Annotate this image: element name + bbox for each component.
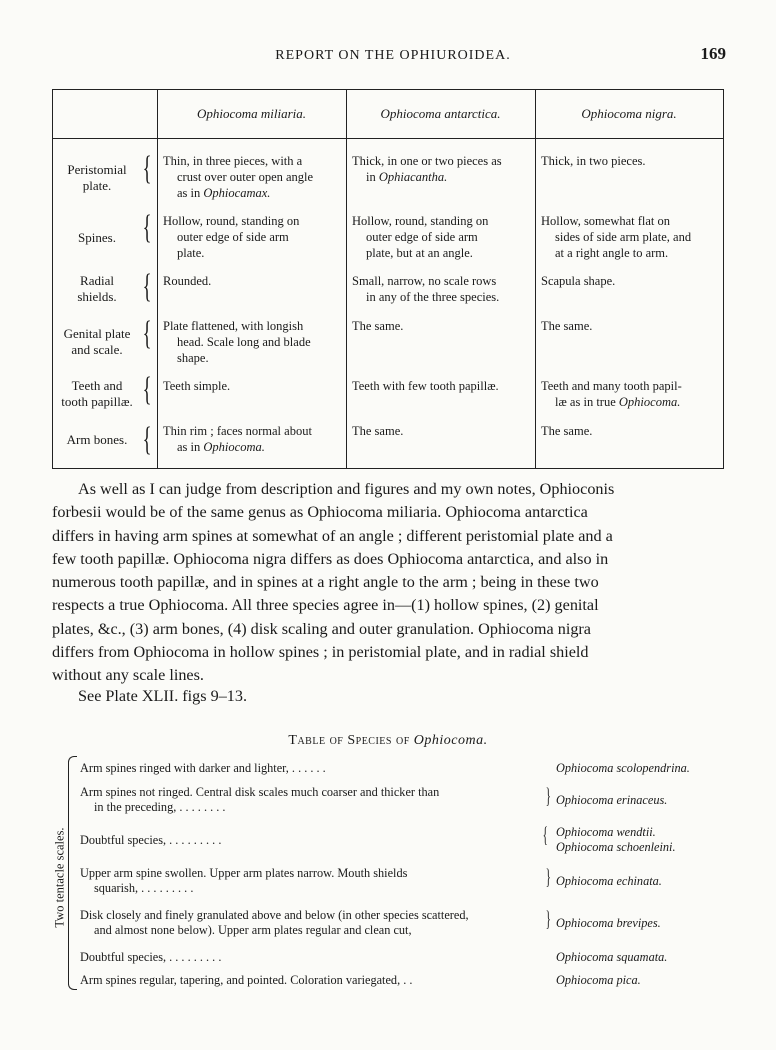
species-name: Ophiocoma pica. (556, 973, 641, 987)
paragraph-line: As well as I can judge from description and figures and my own notes, Ophioconis (78, 480, 615, 498)
cell-line: as in Ophiocamax. (177, 186, 271, 200)
cell-nigra-spines (541, 213, 721, 261)
species-name: Ophiocoma squamata. (556, 950, 668, 964)
paragraph-line: differs in having arm spines at somewhat of an angle ; different peristomial plate and a (52, 526, 613, 545)
row-label-line: Radial (80, 273, 114, 288)
paragraph-line: without any scale lines. (52, 666, 204, 685)
table-row (80, 761, 550, 776)
cell-line: The same. (352, 424, 404, 438)
table-row (80, 973, 550, 988)
cell-line: as in Ophiocoma. (177, 440, 265, 454)
cell-line: Thin rim ; faces normal about (163, 424, 312, 438)
cell-line: Scapula shape. (541, 274, 616, 288)
paragraph-line: numerous tooth papillæ, and in spines at a right angle to the arm ; being in these two (52, 573, 599, 592)
brace: } (545, 864, 551, 889)
column-divider (157, 90, 158, 468)
page-number: 169 (700, 44, 726, 63)
species-name: Ophiocoma erinaceus. (556, 793, 668, 807)
row-text: Doubtful species, . . . . . . . . . (80, 833, 222, 847)
paragraph-line: forbesii would be of the same genus as Ophiocoma miliaria. Ophiocoma antarctica (52, 503, 588, 522)
side-label (50, 820, 70, 940)
row-label-line: Teeth and (71, 378, 123, 393)
brace: { (142, 150, 152, 187)
row-text: Upper arm spine swollen. Upper arm plates narrow. Mouth shields (80, 866, 408, 880)
row-text: Arm spines ringed with darker and lighter, . . . . . . (80, 761, 326, 775)
row-label-teeth (53, 378, 141, 410)
cell-nigra-genital (541, 318, 721, 334)
side-label-text: Two tentacle scales. (52, 827, 67, 928)
cell-line: The same. (541, 424, 593, 438)
cell-antarctica-genital (352, 318, 532, 334)
group-brace (68, 756, 77, 990)
column-header-miliaria: Ophiocoma miliaria. (196, 106, 307, 121)
row-label-line: Genital plate (63, 326, 131, 341)
cell-line: læ as in true Ophiocoma. (555, 395, 681, 409)
cell-line: Hollow, somewhat flat on (541, 214, 671, 228)
cell-miliaria-teeth (163, 378, 343, 394)
cell-miliaria-genital (163, 318, 343, 366)
cell-nigra-peristomial (541, 153, 721, 169)
row-text: Disk closely and finely granulated above and below (in other species scattered, (80, 908, 469, 922)
table-row (80, 866, 550, 896)
paragraph-line: respects a true Ophiocoma. All three species agree in—(1) hollow spines, (2) genital (52, 596, 599, 615)
brace: { (142, 421, 152, 458)
brace: { (142, 315, 152, 352)
cell-line: Thick, in one or two pieces as (352, 154, 502, 168)
row-label-arm-bones (53, 432, 141, 448)
row-label-line: shields. (77, 289, 117, 304)
cell-line: outer edge of side arm (177, 230, 289, 244)
paragraph-line: plates, &c., (3) arm bones, (4) disk scaling and outer granulation. Ophiocoma nigra (52, 619, 591, 638)
cell-line: in Ophiacantha. (366, 170, 448, 184)
cell-line: Hollow, round, standing on (163, 214, 300, 228)
species-table-title (0, 733, 776, 749)
cell-antarctica-spines (352, 213, 532, 261)
table-row (80, 833, 550, 848)
cell-line: in any of the three species. (366, 290, 500, 304)
row-label-radial (53, 273, 141, 305)
brace: { (142, 268, 152, 305)
cell-line: Small, narrow, no scale rows (352, 274, 497, 288)
body-paragraph (52, 478, 724, 688)
cell-miliaria-spines (163, 213, 343, 261)
cell-line: Teeth with few tooth papillæ. (352, 379, 499, 393)
cell-line: Hollow, round, standing on (352, 214, 489, 228)
cell-nigra-arm-bones (541, 423, 721, 439)
row-label-line: Spines. (78, 230, 116, 245)
paragraph-line: few tooth papillæ. Ophiocoma nigra differs as does Ophiocoma antarctica, and also in (52, 549, 609, 568)
row-text: Arm spines regular, tapering, and pointed. Coloration variegated, . . (80, 973, 413, 987)
cell-line: crust over outer open angle (177, 170, 314, 184)
species-name: Ophiocoma scolopendrina. (556, 761, 690, 775)
column-header-nigra: Ophiocoma nigra. (581, 106, 677, 121)
cell-line: shape. (177, 351, 209, 365)
title-genus: Ophiocoma. (413, 733, 488, 748)
running-title: REPORT ON THE OPHIUROIDEA. (275, 48, 511, 63)
comparison-table (52, 89, 724, 469)
row-label-genital (53, 326, 141, 358)
species-name: Ophiocoma wendtii. (556, 825, 656, 839)
row-text: Doubtful species, . . . . . . . . . (80, 950, 222, 964)
cell-line: at a right angle to arm. (555, 246, 669, 260)
row-label-peristomial (53, 162, 141, 194)
cell-line: head. Scale long and blade (177, 335, 311, 349)
cell-line: Rounded. (163, 274, 212, 288)
cell-line: Thick, in two pieces. (541, 154, 646, 168)
cell-antarctica-teeth (352, 378, 532, 394)
plate-reference: See Plate XLII. figs 9–13. (78, 687, 248, 705)
paragraph-line: differs from Ophiocoma in hollow spines ; in peristomial plate, and in radial shield (52, 643, 589, 662)
cell-nigra-teeth (541, 378, 721, 410)
cell-line: The same. (541, 319, 593, 333)
species-name: Ophiocoma brevipes. (556, 916, 661, 930)
table-row (80, 785, 550, 815)
cell-line: Teeth simple. (163, 379, 231, 393)
row-text: in the preceding, . . . . . . . . (94, 800, 226, 814)
cell-nigra-radial (541, 273, 721, 289)
row-label-line: Peristomial (67, 162, 127, 177)
cell-line: The same. (352, 319, 404, 333)
cell-line: sides of side arm plate, and (555, 230, 692, 244)
brace: { (142, 371, 152, 408)
table-row (80, 908, 550, 938)
cell-miliaria-peristomial (163, 153, 343, 201)
brace: { (142, 209, 152, 246)
cell-line: Thin, in three pieces, with a (163, 154, 303, 168)
cell-antarctica-radial (352, 273, 532, 305)
cell-antarctica-arm-bones (352, 423, 532, 439)
cell-line: Teeth and many tooth papil- (541, 379, 682, 393)
brace: } (545, 906, 551, 931)
column-divider (346, 90, 347, 468)
row-label-line: plate. (82, 178, 112, 193)
species-name: Ophiocoma schoenleini. (556, 840, 676, 854)
row-label-spines (53, 230, 141, 246)
brace: { (542, 822, 548, 847)
row-text: squarish, . . . . . . . . . (94, 881, 194, 895)
cell-line: plate. (177, 246, 205, 260)
brace: } (545, 783, 551, 808)
row-label-line: tooth papillæ. (61, 394, 133, 409)
row-label-line: and scale. (71, 342, 123, 357)
page-header (60, 44, 726, 68)
table-row (80, 950, 550, 965)
row-text: and almost none below). Upper arm plates regular and clean cut, (94, 923, 412, 937)
cell-line: plate, but at an angle. (366, 246, 473, 260)
column-header-antarctica: Ophiocoma antarctica. (380, 106, 501, 121)
cell-line: Plate flattened, with longish (163, 319, 304, 333)
cell-antarctica-peristomial (352, 153, 532, 185)
cell-miliaria-radial (163, 273, 343, 289)
species-name: Ophiocoma echinata. (556, 874, 662, 888)
row-label-line: Arm bones. (66, 432, 128, 447)
row-text: Arm spines not ringed. Central disk scales much coarser and thicker than (80, 785, 440, 799)
cell-line: outer edge of side arm (366, 230, 478, 244)
title-prefix: Table of Species of (288, 733, 410, 748)
cell-miliaria-arm-bones (163, 423, 343, 455)
column-divider (535, 90, 536, 468)
